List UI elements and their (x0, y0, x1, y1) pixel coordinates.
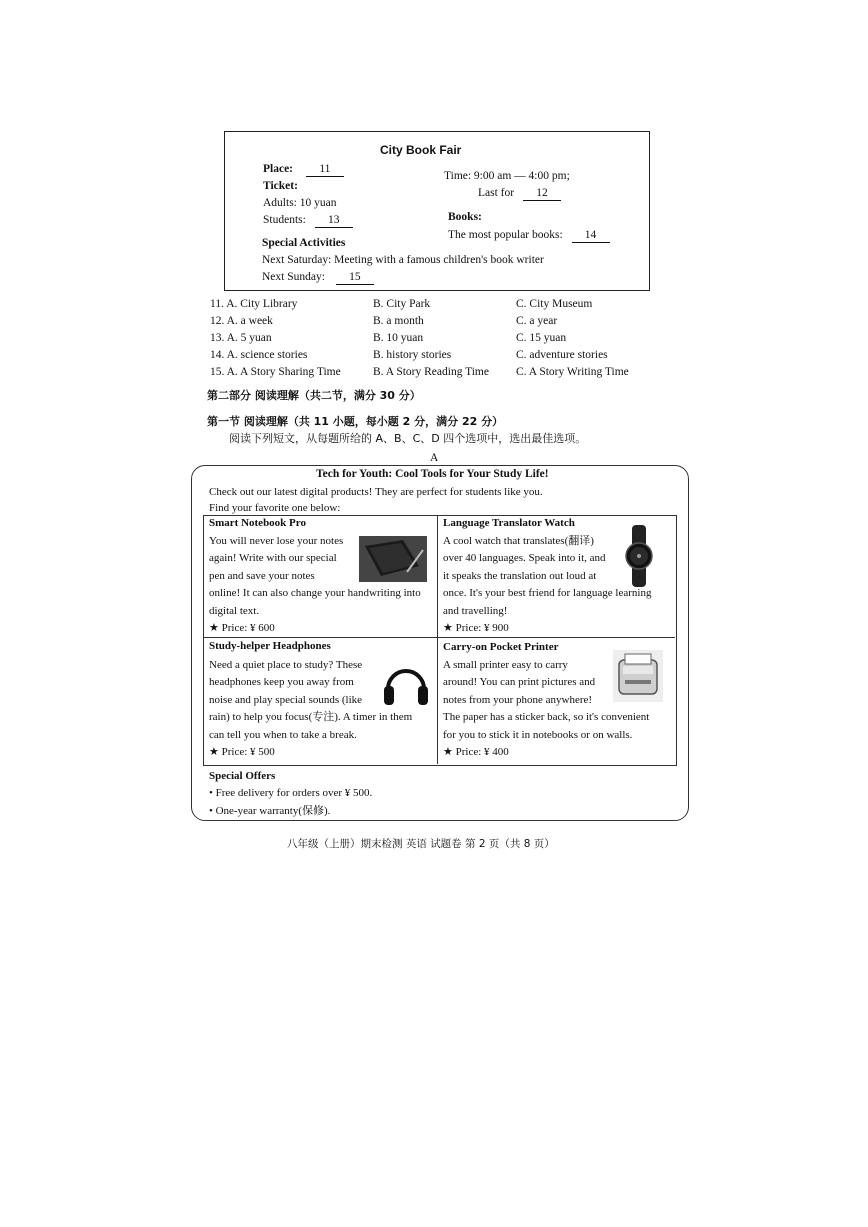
desc-line: can tell you when to take a break. (209, 728, 357, 741)
adults-price: Adults: 10 yuan (263, 197, 337, 209)
q13-option-c: C. 15 yuan (516, 332, 567, 344)
product-name-printer: Carry-on Pocket Printer (443, 641, 559, 653)
blank-12: 12 (523, 186, 561, 201)
product-price: ★ Price: ¥ 400 (443, 746, 509, 759)
q12-option-c: C. a year (516, 315, 558, 327)
next-sunday-label: Next Sunday: (262, 271, 325, 283)
blank-15: 15 (336, 270, 374, 285)
desc-line: for you to stick it in notebooks or on walls. (443, 728, 633, 741)
desc-line: pen and save your notes (209, 569, 315, 582)
last-for-label: Last for (478, 187, 515, 199)
notebook-icon (359, 536, 427, 582)
desc-line: again! Write with our special (209, 552, 337, 565)
product-name-headphones: Study-helper Headphones (209, 640, 331, 652)
desc-line: digital text. (209, 604, 260, 617)
product-name-watch: Language Translator Watch (443, 517, 575, 529)
instruction: 阅读下列短文，从每题所给的 A、B、C、D 四个选项中，选出最佳选项。 (229, 432, 587, 445)
product-name-notebook: Smart Notebook Pro (209, 517, 306, 529)
smartwatch-icon (624, 525, 654, 587)
q12-option-b: B. a month (373, 315, 424, 327)
q15-option-a: 15. A. A Story Sharing Time (210, 366, 341, 378)
tech-title: Tech for Youth: Cool Tools for Your Study Life! (316, 468, 549, 480)
desc-line: noise and play special sounds (like (209, 693, 363, 706)
desc-line: and travelling! (443, 604, 508, 617)
books-label: Books: (448, 211, 482, 223)
students-label: Students: (263, 214, 306, 226)
q15-option-b: B. A Story Reading Time (373, 366, 489, 378)
section1-heading: 第一节 阅读理解（共 11 小题，每小题 2 分，满分 22 分） (207, 415, 504, 428)
next-sunday-row (262, 270, 374, 285)
book-fair-title: City Book Fair (380, 143, 462, 157)
q13-option-a: 13. A. 5 yuan (210, 332, 272, 344)
headphones-icon (383, 659, 429, 707)
place-row (263, 162, 344, 177)
product-price: ★ Price: ¥ 600 (209, 622, 275, 635)
desc-line: online! It can also change your handwriting into (209, 587, 421, 600)
q14-option-a: 14. A. science stories (210, 349, 308, 361)
q13-option-b: B. 10 yuan (373, 332, 424, 344)
last-for-row (478, 186, 561, 201)
ticket-label: Ticket: (263, 180, 298, 192)
q15-option-c: C. A Story Writing Time (516, 366, 629, 378)
grid-divider-vertical (437, 515, 438, 764)
q14-option-c: C. adventure stories (516, 349, 608, 361)
desc-line: once. It's your best friend for language learning (443, 587, 652, 600)
desc-line: A cool watch that translates(翻译) (443, 535, 594, 547)
tech-intro: Check out our latest digital products! They are perfect for students like you. (209, 486, 543, 498)
desc-line: The paper has a sticker back, so it's convenient (443, 711, 650, 724)
tech-intro-2: Find your favorite one below: (209, 502, 341, 514)
desc-line: over 40 languages. Speak into it, and (443, 552, 606, 565)
special-activities-label: Special Activities (262, 237, 346, 249)
place-label: Place: (263, 163, 294, 175)
passage-letter: A (430, 452, 439, 464)
offer-free-delivery: • Free delivery for orders over ¥ 500. (209, 787, 373, 799)
q14-option-b: B. history stories (373, 349, 452, 361)
offer-warranty: • One-year warranty(保修). (209, 805, 331, 817)
students-row (263, 213, 353, 228)
q12-option-a: 12. A. a week (210, 315, 273, 327)
product-desc-watch (443, 533, 651, 637)
blank-14: 14 (572, 228, 610, 243)
desc-line: rain) to help you focus(专注). A timer in them (209, 711, 413, 724)
blank-13: 13 (315, 213, 353, 228)
next-saturday: Next Saturday: Meeting with a famous children's book writer (262, 254, 544, 266)
product-desc-headphones (209, 657, 412, 761)
part2-heading: 第二部分 阅读理解（共二节，满分 30 分） (207, 389, 421, 402)
q11-option-a: 11. A. City Library (210, 298, 298, 310)
q11-option-c: C. City Museum (516, 298, 593, 310)
desc-line: headphones keep you away from (209, 676, 354, 689)
desc-line: it speaks the translation out loud at (443, 569, 597, 582)
desc-line: Need a quiet place to study? These (209, 659, 363, 671)
desc-line: notes from your phone anywhere! (443, 693, 593, 706)
special-offers-title: Special Offers (209, 770, 276, 782)
popular-books-label: The most popular books: (448, 229, 563, 241)
desc-line: around! You can print pictures and (443, 676, 596, 689)
blank-11: 11 (306, 162, 344, 177)
popular-books-row (448, 228, 610, 243)
product-price: ★ Price: ¥ 500 (209, 746, 275, 759)
product-price: ★ Price: ¥ 900 (443, 622, 509, 635)
time-line: Time: 9:00 am — 4:00 pm; (444, 170, 570, 182)
printer-icon (613, 650, 663, 702)
desc-line: A small printer easy to carry (443, 659, 568, 671)
page-footer: 八年级（上册）期末检测 英语 试题卷 第 2 页（共 8 页） (287, 838, 555, 850)
q11-option-b: B. City Park (373, 298, 431, 310)
desc-line: You will never lose your notes (209, 535, 344, 547)
